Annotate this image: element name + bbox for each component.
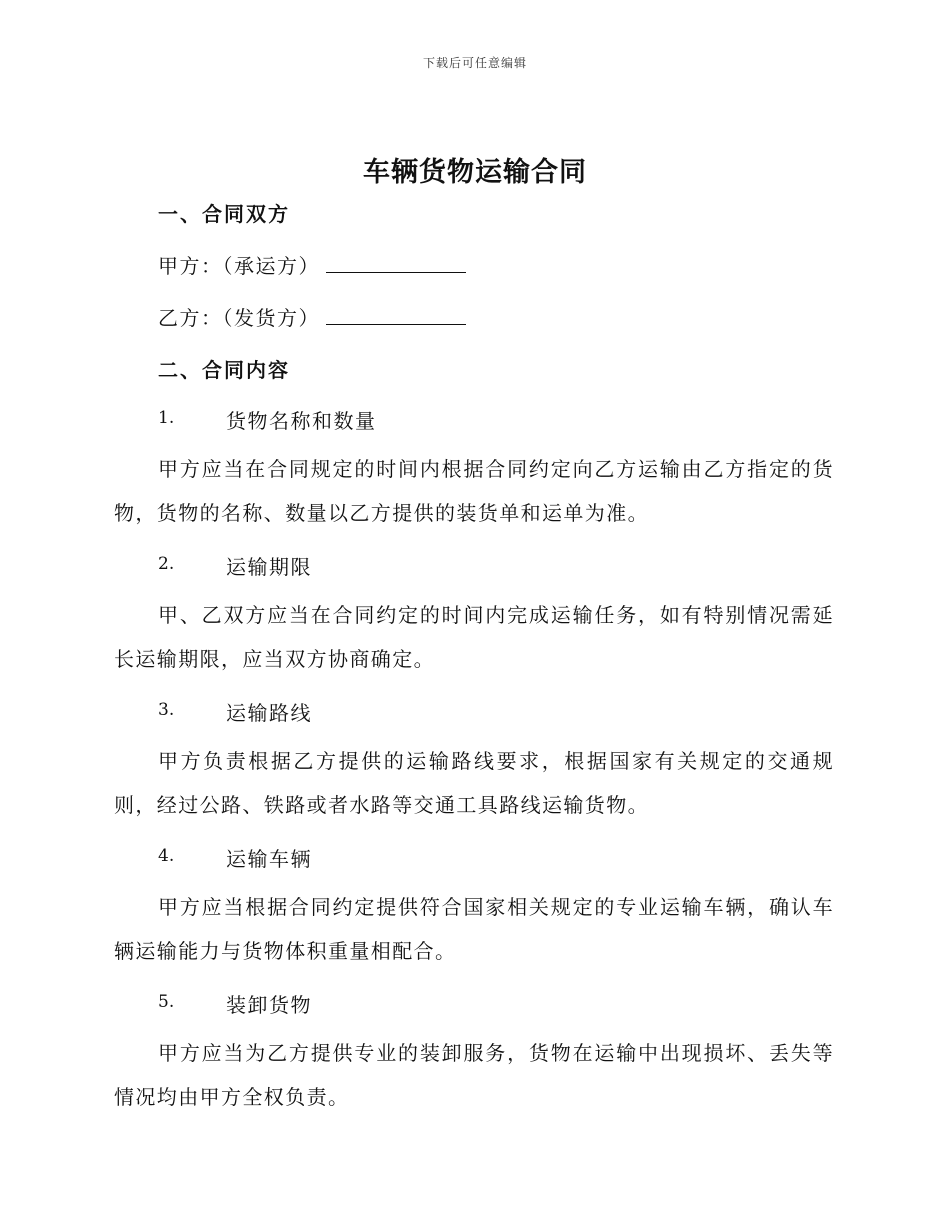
item-paragraph: 甲方应当为乙方提供专业的装卸服务，货物在运输中出现损坏、丢失等情况均由甲方全权负责。 (114, 1041, 834, 1109)
item-title: 运输车辆 (226, 847, 312, 871)
section-heading-parties: 一、合同双方 (158, 202, 290, 226)
party-b-blank (326, 306, 466, 325)
party-a-line (158, 250, 466, 279)
item-number: 2. (158, 554, 175, 574)
item-number: 3. (158, 700, 175, 720)
item-paragraph: 甲方负责根据乙方提供的运输路线要求，根据国家有关规定的交通规则，经过公路、铁路或者水路等交通工具路线运输货物。 (114, 749, 834, 817)
item-number: 1. (158, 408, 175, 428)
item-number: 4. (158, 846, 175, 866)
item-number: 5. (158, 992, 175, 1012)
item-title: 运输路线 (226, 701, 312, 725)
item-paragraph: 甲方应当在合同规定的时间内根据合同约定向乙方运输由乙方指定的货物，货物的名称、数量以乙方提供的装货单和运单为准。 (114, 457, 834, 525)
item-paragraph: 甲方应当根据合同约定提供符合国家相关规定的专业运输车辆，确认车辆运输能力与货物体积重量相配合。 (114, 895, 834, 963)
party-b-label: 乙方：（发货方） (158, 306, 320, 330)
party-a-blank (326, 254, 466, 273)
item-paragraph: 甲、乙双方应当在合同约定的时间内完成运输任务，如有特别情况需延长运输期限，应当双方协商确定。 (114, 603, 834, 671)
section-heading-content: 二、合同内容 (158, 358, 290, 382)
item-title: 货物名称和数量 (226, 409, 377, 433)
party-b-line (158, 302, 466, 331)
item-title: 装卸货物 (226, 993, 312, 1017)
document-title: 车辆货物运输合同 (363, 157, 587, 188)
item-title: 运输期限 (226, 555, 312, 579)
party-a-label: 甲方：（承运方） (158, 254, 320, 278)
page-header-note: 下载后可任意编辑 (422, 56, 527, 70)
